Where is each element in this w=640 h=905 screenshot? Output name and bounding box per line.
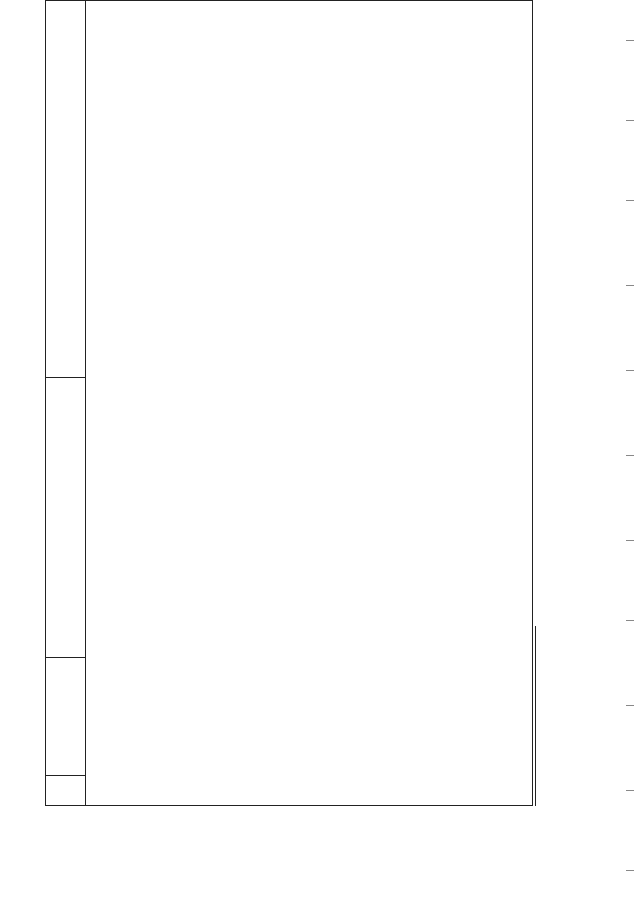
header-num (46, 775, 85, 805)
header-buffer (46, 1, 85, 377)
scan-edge-marks (622, 0, 640, 905)
table-header-row (46, 1, 86, 805)
header-characteristics (46, 377, 85, 657)
header-name (46, 657, 85, 775)
biotope-table (45, 0, 533, 806)
rotated-page (45, 0, 545, 838)
footnote-divider (535, 626, 536, 806)
